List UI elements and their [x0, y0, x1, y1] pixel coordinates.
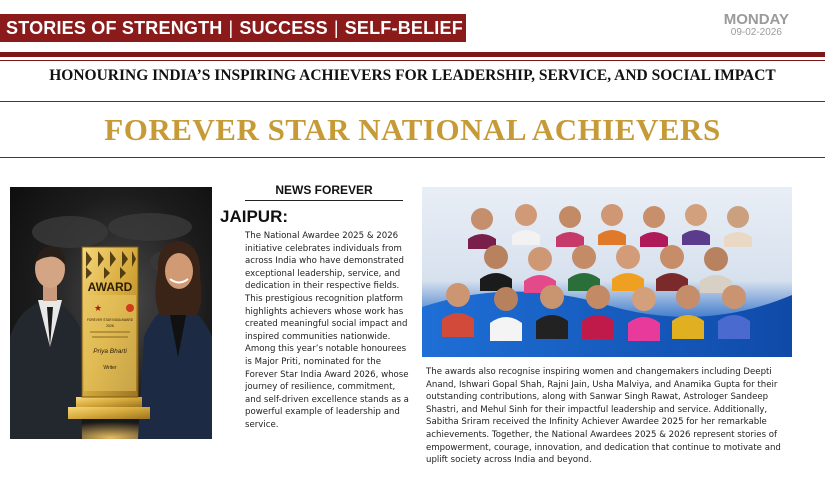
issue-date-block	[724, 11, 789, 38]
plaque-recipient: Priya Bharti	[93, 348, 127, 355]
article-kicker: NEWS FOREVER	[245, 183, 403, 201]
tagline-separator: |	[228, 17, 234, 38]
plaque-year: 2026	[106, 324, 114, 328]
plaque-org: FOREVER STAR INDIA AWARD	[86, 318, 134, 322]
plaque-title: AWARD	[87, 280, 133, 294]
issue-day: MONDAY	[723, 11, 789, 28]
issue-date: 09-02-2026	[730, 27, 782, 38]
tagline-self-belief: SELF-BELIEF	[344, 17, 463, 38]
section-tagline-banner	[0, 14, 466, 42]
award-photo	[10, 187, 212, 439]
tagline-strength: STORIES OF STRENGTH	[6, 17, 223, 38]
awardees-group-photo	[422, 187, 792, 357]
tagline-success: SUCCESS	[239, 17, 328, 38]
tagline-separator: |	[333, 17, 339, 38]
masthead-rule-thin	[0, 60, 825, 61]
article-body-right: The awards also recognise inspiring women and changemakers including Deepti Anand, Ishwari Gopal Shah, Rajni Jain, Usha Malviya, and Anamika Gupta for their outstanding contributions, along with Sanwar Singh Rawat, Astrologer Sandeep Shastri, and Mehul Sinh for their impactful leadership and service. Additionally, Sabitha Sriram received the Infinity Achiever Awardee 2025 for her remarkable achievements. Together, the National Awardees 2025 & 2026 represent stories of empowerment, courage, innovation, and dedication that continue to motivate and uplift society across India and beyond.	[426, 367, 781, 466]
award-photo-illustration	[10, 187, 212, 439]
plaque-category: Writer	[103, 365, 117, 371]
page-headline: FOREVER STAR NATIONAL ACHIEVERS	[104, 112, 721, 147]
masthead-rule	[0, 52, 825, 57]
awardees-group-illustration	[422, 187, 792, 357]
headline-rule	[0, 157, 825, 158]
subheadline-rule	[0, 101, 825, 102]
badge-icon	[126, 304, 134, 312]
star-icon: ★	[94, 303, 103, 313]
subheadline: HONOURING INDIA’S INSPIRING ACHIEVERS FOR LEADERSHIP, SERVICE, AND SOCIAL IMPACT	[49, 67, 776, 84]
article-body-left: The National Awardee 2025 & 2026 initiative celebrates individuals from across India who have demonstrated exceptional leadership, service, and dedication in their respective fields. This prestigious recognition platform highlights achievers whose work has created meaningful social impact and inspired communities nationwide. Among this year’s notable honourees is Major Priti, nominated for the Forever Star India Award 2026, whose journey of resilience, commitment, and self-driven excellence stands as a powerful example of leadership and service.	[245, 231, 409, 430]
article-dateline: JAIPUR:	[220, 207, 289, 226]
